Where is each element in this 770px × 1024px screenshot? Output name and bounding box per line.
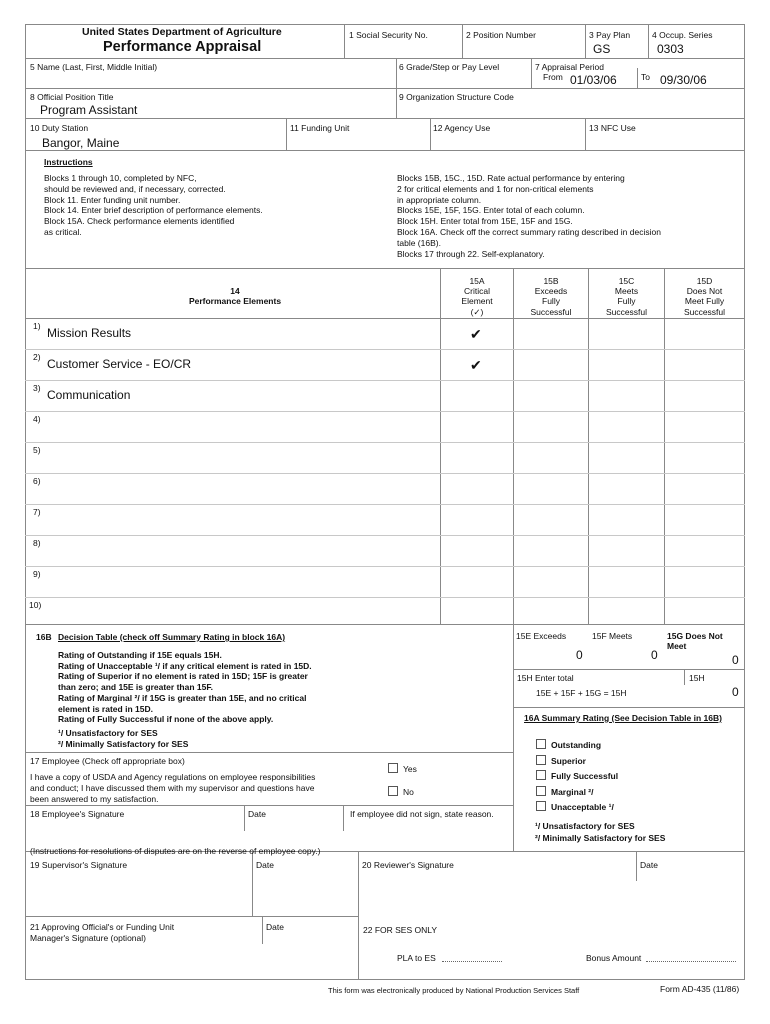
instructions-heading: Instructions — [44, 157, 93, 167]
does-not-meet-header: 15D Does Not Meet Fully Successful — [683, 276, 726, 317]
unacceptable-checkbox[interactable] — [536, 801, 546, 811]
from-label: From — [543, 72, 563, 82]
bonus-amount-field[interactable] — [646, 961, 736, 962]
total-15g-label: 15G Does Not Meet — [667, 631, 723, 652]
grade-label: 6 Grade/Step or Pay Level — [399, 62, 500, 72]
pla-to-es-field[interactable] — [442, 961, 502, 962]
total-15h-short-label: 15H — [689, 673, 705, 683]
position-title-label: 8 Official Position Title — [30, 92, 114, 102]
reviewer-date-label: Date — [640, 860, 658, 870]
marginal-checkbox[interactable] — [536, 786, 546, 796]
critical-element-header: 15A Critical Element (✓) — [461, 276, 493, 317]
rating-label: Outstanding — [551, 740, 602, 750]
reviewer-signature-label: 20 Reviewer's Signature — [362, 860, 454, 870]
summary-footnote-2: ²/ Minimally Satisfactory for SES — [535, 833, 666, 843]
decision-footnote-1: ¹/ Unsatisfactory for SES — [58, 728, 158, 738]
row-number: 8) — [33, 538, 41, 548]
no-checkbox[interactable] — [388, 786, 398, 796]
rating-label: Marginal ²/ — [551, 787, 594, 797]
total-15h-value[interactable]: 0 — [732, 685, 739, 699]
duty-station-value[interactable]: Bangor, Maine — [42, 136, 120, 150]
to-label: To — [641, 72, 650, 82]
org-structure-label: 9 Organization Structure Code — [399, 92, 514, 102]
agency-use-label: 12 Agency Use — [433, 123, 491, 133]
employee-statement: I have a copy of USDA and Agency regulations on employee responsibilities and conduct; I have discussed them with my supervisor and questions have been answered to my satisfaction. — [30, 772, 316, 804]
total-15g-value[interactable]: 0 — [732, 653, 739, 667]
total-15f-label: 15F Meets — [592, 631, 633, 641]
total-formula: 15E + 15F + 15G = 15H — [536, 688, 627, 698]
form-right-border — [744, 24, 745, 980]
rating-label: Fully Successful — [551, 771, 619, 781]
occup-series-value[interactable]: 0303 — [657, 42, 684, 56]
row-number: 4) — [33, 414, 41, 424]
form-bottom-border — [25, 979, 745, 980]
pay-plan-value[interactable]: GS — [593, 42, 611, 56]
decision-table-rules: Rating of Outstanding if 15E equals 15H. Rating of Unacceptable ¹/ if any critical element is rated in 15D. Rating of Superior if no element is rated in 15D; 15F is greater than zero; and 15E is greater than 15F. Rating of Marginal ²/ if 15G is greater than 15E, and no critical element is rated in 15D. Rating of Fully Successful if none of the above apply. — [58, 650, 312, 725]
element-text[interactable]: Communication — [47, 388, 131, 402]
summary-footnote-1: ¹/ Unsatisfactory for SES — [535, 821, 635, 831]
decision-footnote-2: ²/ Minimally Satisfactory for SES — [58, 739, 189, 749]
fully-successful-checkbox[interactable] — [536, 770, 546, 780]
disputes-note: (Instructions for resolutions of disputes are on the reverse of employee copy.) — [30, 846, 321, 856]
critical-check-icon[interactable]: ✔ — [470, 357, 482, 373]
row-number: 5) — [33, 445, 41, 455]
total-15e-value[interactable]: 0 — [576, 648, 583, 662]
rating-label: Unacceptable ¹/ — [551, 802, 614, 812]
no-label: No — [403, 787, 414, 797]
not-signed-reason-label: If employee did not sign, state reason. — [350, 809, 494, 819]
supervisor-date-label: Date — [256, 860, 274, 870]
instructions-left: Blocks 1 through 10, completed by NFC, should be reviewed and, if necessary, corrected. Block 11. Enter funding unit number. Block 14. Enter brief description of performance elements. Block 15A. Check performance elements identified as critical. — [44, 173, 263, 237]
summary-rating-heading: 16A Summary Rating (See Decision Table in 16B) — [524, 713, 722, 723]
footer-produced-by: This form was electronically produced by National Production Services Staff — [328, 986, 580, 995]
superior-checkbox[interactable] — [536, 755, 546, 765]
ses-only-label: 22 FOR SES ONLY — [363, 925, 438, 935]
decision-table-number: 16B — [36, 632, 52, 642]
row-number: 7) — [33, 507, 41, 517]
position-number-label: 2 Position Number — [466, 30, 536, 40]
appraisal-period-label: 7 Appraisal Period — [535, 62, 604, 72]
row-number: 6) — [33, 476, 41, 486]
instructions-right: Blocks 15B, 15C., 15D. Rate actual performance by entering 2 for critical elements and 1 for non-critical elements in appropriate column. Blocks 15E, 15F, 15G. Enter total of each column. Block 15H. Enter total from 15E, 15F and 15G. Block 16A. Check off the correct summary rating described in decision table (16B). Blocks 17 through 22. Self-explanatory. — [397, 173, 661, 259]
from-date-value[interactable]: 01/03/06 — [570, 73, 617, 87]
form-left-border — [25, 24, 26, 980]
row-number: 10) — [29, 600, 42, 610]
row-number: 9) — [33, 569, 41, 579]
occup-series-label: 4 Occup. Series — [652, 30, 713, 40]
funding-unit-label: 11 Funding Unit — [290, 123, 350, 133]
pla-to-es-label: PLA to ES — [397, 953, 436, 963]
total-15h-label: 15H Enter total — [517, 673, 574, 683]
row-number: 2) — [33, 352, 41, 362]
decision-table-heading: Decision Table (check off Summary Rating in block 16A) — [58, 632, 286, 642]
outstanding-checkbox[interactable] — [536, 739, 546, 749]
approving-date-label: Date — [266, 922, 284, 932]
supervisor-signature-label: 19 Supervisor's Signature — [30, 860, 128, 870]
to-date-value[interactable]: 09/30/06 — [660, 73, 707, 87]
bonus-amount-label: Bonus Amount — [586, 953, 642, 963]
employee-signature-label: 18 Employee's Signature — [30, 809, 125, 819]
row-number: 3) — [33, 383, 41, 393]
department-name: United States Department of Agriculture — [82, 26, 282, 38]
meets-header: 15C Meets Fully Successful — [605, 276, 648, 317]
element-text[interactable]: Customer Service - EO/CR — [47, 357, 192, 371]
nfc-use-label: 13 NFC Use — [589, 123, 636, 133]
pay-plan-label: 3 Pay Plan — [589, 30, 631, 40]
total-15e-label: 15E Exceeds — [516, 631, 567, 641]
element-text[interactable]: Mission Results — [47, 326, 132, 340]
performance-elements-header: 14 Performance Elements — [188, 286, 282, 307]
form-number: Form AD-435 (11/86) — [660, 984, 740, 994]
yes-checkbox[interactable] — [388, 763, 398, 773]
duty-station-label: 10 Duty Station — [30, 123, 89, 133]
employee-date-label: Date — [248, 809, 266, 819]
ssn-label: 1 Social Security No. — [349, 30, 428, 40]
form-top-border — [25, 24, 745, 25]
name-label: 5 Name (Last, First, Middle Initial) — [30, 62, 158, 72]
form-title: Performance Appraisal — [103, 39, 262, 55]
approving-official-label: 21 Approving Official's or Funding Unit Manager's Signature (optional) — [30, 922, 175, 943]
yes-label: Yes — [403, 764, 417, 774]
total-15f-value[interactable]: 0 — [651, 648, 658, 662]
row-number: 1) — [33, 321, 41, 331]
critical-check-icon[interactable]: ✔ — [470, 326, 482, 342]
exceeds-header: 15B Exceeds Fully Successful — [530, 276, 572, 317]
position-title-value[interactable]: Program Assistant — [40, 103, 138, 117]
employee-label: 17 Employee (Check off appropriate box) — [30, 756, 185, 766]
rating-label: Superior — [551, 756, 586, 766]
